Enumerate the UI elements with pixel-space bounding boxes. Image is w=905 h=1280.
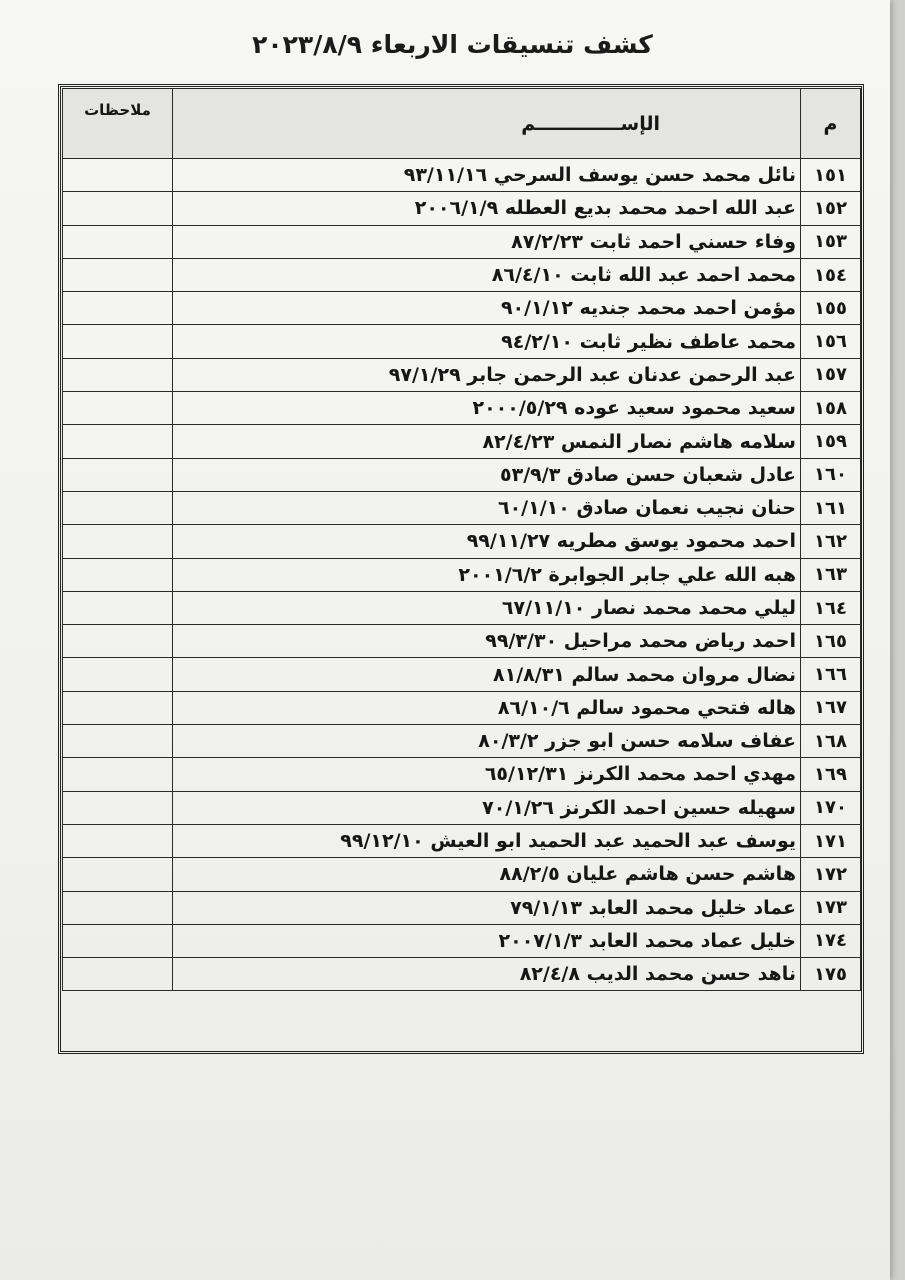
table-row xyxy=(63,458,861,491)
table-row xyxy=(63,192,861,225)
row-notes xyxy=(63,525,173,558)
table-row xyxy=(63,159,861,192)
row-number: ١٦٧ xyxy=(801,691,861,724)
row-notes xyxy=(63,491,173,524)
table-row xyxy=(63,758,861,791)
row-number: ١٦٠ xyxy=(801,458,861,491)
row-number: ١٦٢ xyxy=(801,525,861,558)
row-number: ١٦٥ xyxy=(801,625,861,658)
row-name: نضال مروان محمد سالم ٨١/٨/٣١ xyxy=(173,658,801,691)
row-number: ١٧٢ xyxy=(801,858,861,891)
table-row xyxy=(63,658,861,691)
row-notes xyxy=(63,725,173,758)
row-name: مؤمن احمد محمد جنديه ٩٠/١/١٢ xyxy=(173,292,801,325)
row-number: ١٧٣ xyxy=(801,891,861,924)
row-name: احمد رياض محمد مراحيل ٩٩/٣/٣٠ xyxy=(173,625,801,658)
row-name: ليلي محمد محمد نصار ٦٧/١١/١٠ xyxy=(173,591,801,624)
table-row xyxy=(63,891,861,924)
row-notes xyxy=(63,425,173,458)
row-notes xyxy=(63,325,173,358)
row-name: عماد خليل محمد العابد ٧٩/١/١٣ xyxy=(173,891,801,924)
row-number: ١٥٩ xyxy=(801,425,861,458)
table-row xyxy=(63,558,861,591)
table-row xyxy=(63,392,861,425)
table-row xyxy=(63,791,861,824)
row-name: سلامه هاشم نصار النمس ٨٢/٤/٢٣ xyxy=(173,425,801,458)
row-name: يوسف عبد الحميد عبد الحميد ابو العيش ٩٩/١٢/١٠ xyxy=(173,824,801,857)
table-row xyxy=(63,358,861,391)
table-row xyxy=(63,425,861,458)
row-name: ناهد حسن محمد الديب ٨٢/٤/٨ xyxy=(173,958,801,991)
table-row xyxy=(63,491,861,524)
row-notes xyxy=(63,924,173,957)
row-notes xyxy=(63,225,173,258)
row-notes xyxy=(63,258,173,291)
row-number: ١٦٤ xyxy=(801,591,861,624)
table-row xyxy=(63,924,861,957)
header-number: م xyxy=(801,89,861,159)
row-notes xyxy=(63,891,173,924)
row-notes xyxy=(63,824,173,857)
row-notes xyxy=(63,192,173,225)
table-row xyxy=(63,591,861,624)
table-row xyxy=(63,292,861,325)
row-name: هاشم حسن هاشم عليان ٨٨/٢/٥ xyxy=(173,858,801,891)
row-notes xyxy=(63,591,173,624)
row-number: ١٦٦ xyxy=(801,658,861,691)
table-row xyxy=(63,691,861,724)
row-name: حنان نجيب نعمان صادق ٦٠/١/١٠ xyxy=(173,491,801,524)
table-row xyxy=(63,258,861,291)
row-notes xyxy=(63,159,173,192)
row-notes xyxy=(63,658,173,691)
row-notes xyxy=(63,392,173,425)
row-name: مهدي احمد محمد الكرنز ٦٥/١٢/٣١ xyxy=(173,758,801,791)
row-notes xyxy=(63,758,173,791)
table-row xyxy=(63,225,861,258)
document-title: كشف تنسيقات الاربعاء ٢٠٢٣/٨/٩ xyxy=(252,30,653,59)
table-row xyxy=(63,525,861,558)
row-number: ١٥٢ xyxy=(801,192,861,225)
table-row xyxy=(63,858,861,891)
row-notes xyxy=(63,558,173,591)
row-name: عفاف سلامه حسن ابو جزر ٨٠/٣/٢ xyxy=(173,725,801,758)
table-header-row xyxy=(63,89,861,159)
row-notes xyxy=(63,791,173,824)
row-name: خليل عماد محمد العابد ٢٠٠٧/١/٣ xyxy=(173,924,801,957)
row-number: ١٧٠ xyxy=(801,791,861,824)
row-notes xyxy=(63,691,173,724)
row-name: عبد الله احمد محمد بديع العطله ٢٠٠٦/١/٩ xyxy=(173,192,801,225)
row-name: احمد محمود يوسق مطريه ٩٩/١١/٢٧ xyxy=(173,525,801,558)
row-number: ١٦٨ xyxy=(801,725,861,758)
table-row xyxy=(63,725,861,758)
row-number: ١٥٨ xyxy=(801,392,861,425)
row-number: ١٥٧ xyxy=(801,358,861,391)
names-table xyxy=(62,88,861,991)
table-row xyxy=(63,325,861,358)
row-name: محمد احمد عبد الله ثابت ٨٦/٤/١٠ xyxy=(173,258,801,291)
row-number: ١٧١ xyxy=(801,824,861,857)
header-name: الإســـــــــــــم xyxy=(173,89,801,159)
row-number: ١٥٦ xyxy=(801,325,861,358)
row-name: نائل محمد حسن يوسف السرحي ٩٣/١١/١٦ xyxy=(173,159,801,192)
row-notes xyxy=(63,458,173,491)
row-number: ١٦٩ xyxy=(801,758,861,791)
row-number: ١٥١ xyxy=(801,159,861,192)
row-number: ١٥٣ xyxy=(801,225,861,258)
row-notes xyxy=(63,958,173,991)
row-number: ١٧٤ xyxy=(801,924,861,957)
row-number: ١٥٤ xyxy=(801,258,861,291)
row-number: ١٥٥ xyxy=(801,292,861,325)
row-notes xyxy=(63,292,173,325)
table-body xyxy=(63,159,861,991)
row-number: ١٧٥ xyxy=(801,958,861,991)
table-row xyxy=(63,824,861,857)
row-name: وفاء حسني احمد ثابت ٨٧/٢/٢٣ xyxy=(173,225,801,258)
row-name: سهيله حسين احمد الكرنز ٧٠/١/٢٦ xyxy=(173,791,801,824)
row-name: محمد عاطف نظير ثابت ٩٤/٢/١٠ xyxy=(173,325,801,358)
table-row xyxy=(63,958,861,991)
row-notes xyxy=(63,358,173,391)
row-number: ١٦٣ xyxy=(801,558,861,591)
row-notes xyxy=(63,625,173,658)
header-notes: ملاحظات xyxy=(63,89,173,159)
row-name: هبه الله علي جابر الجوابرة ٢٠٠١/٦/٢ xyxy=(173,558,801,591)
row-notes xyxy=(63,858,173,891)
row-name: عبد الرحمن عدنان عبد الرحمن جابر ٩٧/١/٢٩ xyxy=(173,358,801,391)
row-name: هاله فتحي محمود سالم ٨٦/١٠/٦ xyxy=(173,691,801,724)
row-number: ١٦١ xyxy=(801,491,861,524)
row-name: سعيد محمود سعيد عوده ٢٠٠٠/٥/٢٩ xyxy=(173,392,801,425)
row-name: عادل شعبان حسن صادق ٥٣/٩/٣ xyxy=(173,458,801,491)
table-row xyxy=(63,625,861,658)
